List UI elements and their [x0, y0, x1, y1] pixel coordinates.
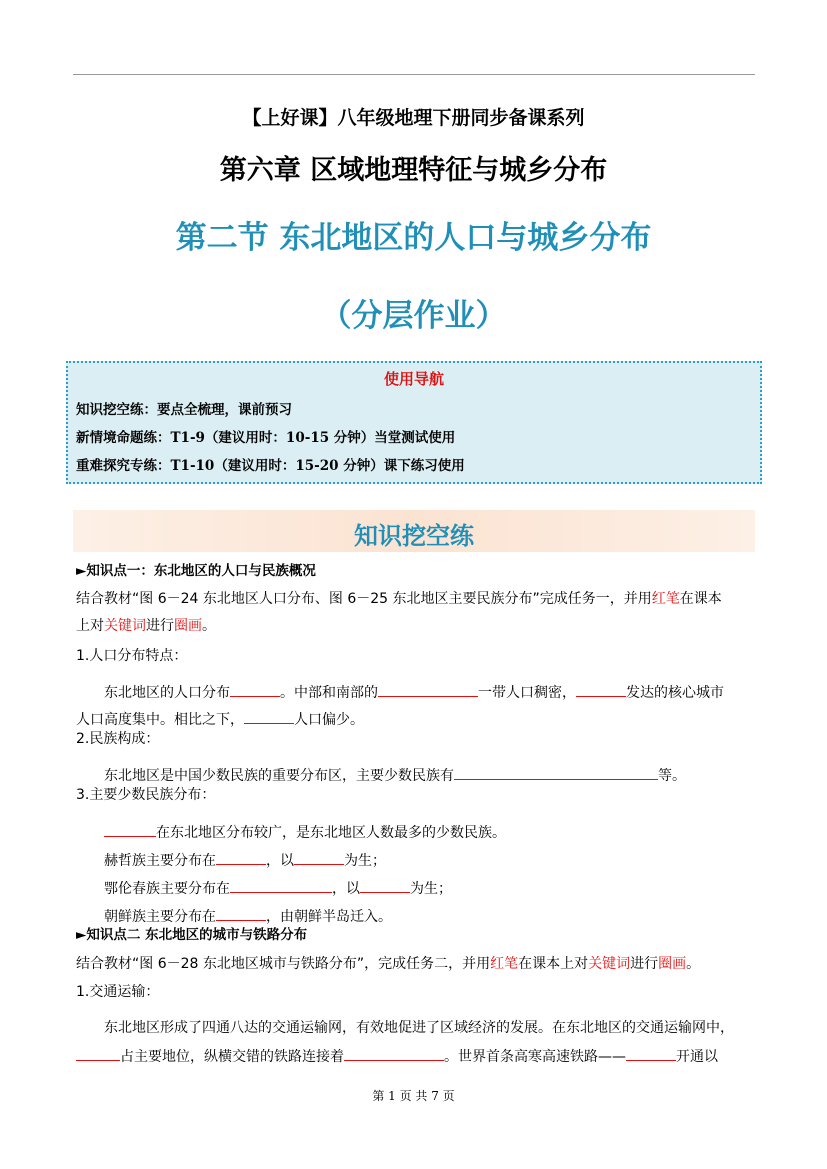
intro-text: 。 — [202, 618, 216, 634]
fill-blank-line — [76, 1046, 718, 1066]
fill-blank-line — [104, 765, 686, 785]
question-text: 占主要地位，纵横交错的铁路连接着 — [120, 1049, 344, 1065]
question-text: 开通以 — [676, 1049, 718, 1065]
keyword-text: 关键词 — [588, 956, 631, 972]
subtitle: （分层作业） — [320, 298, 507, 334]
knowledge-point-heading: ►知识点一：东北地区的人口与民族概况 — [76, 563, 316, 579]
question-text: ，以 — [266, 853, 294, 869]
chapter-title: 第六章 区域地理特征与城乡分布 — [219, 155, 608, 186]
question-text: 等。 — [658, 768, 686, 784]
intro-text: 进行 — [630, 956, 659, 972]
question-text: 赫哲族主要分布在 — [104, 853, 216, 869]
page-footer: 第 1 页 共 7 页 — [372, 1089, 455, 1103]
question-text: 为生； — [344, 853, 386, 869]
nav-line: 知识挖空练：要点全梳理，课前预习 — [76, 402, 292, 418]
intro-text: 进行 — [146, 618, 174, 634]
answer-blank[interactable] — [344, 1046, 444, 1061]
intro-text: 。 — [686, 956, 701, 972]
red-pen-text: 红笔 — [490, 956, 519, 972]
answer-blank[interactable] — [76, 1046, 120, 1061]
fill-blank-line — [76, 709, 364, 729]
answer-blank[interactable] — [230, 682, 280, 697]
question-text: 朝鲜族主要分布在 — [104, 909, 216, 925]
question-text: ，以 — [332, 881, 360, 897]
question-text: 东北地区是中国少数民族的重要分布区，主要少数民族有 — [104, 768, 454, 784]
question-text: 。中部和南部的 — [280, 685, 378, 701]
intro-text: 上对 — [76, 618, 104, 634]
answer-blank[interactable] — [216, 906, 266, 921]
series-title: 【上好课】八年级地理下册同步备课系列 — [242, 107, 585, 129]
circle-text: 圈画 — [174, 618, 202, 634]
section-banner — [73, 510, 755, 552]
answer-blank[interactable] — [230, 878, 332, 893]
banner-title: 知识挖空练 — [354, 522, 474, 550]
fill-blank-line — [104, 850, 386, 870]
fill-blank-line — [104, 906, 392, 926]
fill-blank-line — [104, 878, 452, 898]
answer-blank[interactable] — [104, 822, 156, 837]
fill-blank-line — [104, 822, 506, 842]
question-text: 人口偏少。 — [294, 712, 364, 728]
intro-text: 在课本上对 — [518, 956, 589, 972]
question-title: 1.交通运输： — [76, 984, 160, 1000]
header-rule — [73, 74, 755, 75]
answer-blank[interactable] — [294, 850, 344, 865]
section-title: 第二节 东北地区的人口与城乡分布 — [175, 220, 652, 256]
question-text: 人口高度集中。相比之下， — [76, 712, 244, 728]
knowledge-point-heading: ►知识点二 东北地区的城市与铁路分布 — [76, 927, 308, 943]
question-title: 3.主要少数民族分布： — [76, 787, 216, 803]
answer-blank[interactable] — [378, 682, 478, 697]
answer-blank[interactable] — [454, 765, 658, 780]
question-text: 。世界首条高寒高速铁路—— — [444, 1049, 626, 1065]
red-pen-text: 红笔 — [651, 591, 680, 607]
question-text: 一带人口稠密， — [478, 685, 576, 701]
usage-navigation-box — [66, 361, 762, 484]
intro-text: 在课本 — [679, 591, 722, 607]
task-intro-cont — [76, 617, 216, 635]
circle-text: 圈画 — [658, 956, 687, 972]
question-text: 鄂伦春族主要分布在 — [104, 881, 230, 897]
task-intro — [76, 590, 722, 608]
keyword-text: 关键词 — [104, 618, 146, 634]
nav-title: 使用导航 — [383, 370, 444, 388]
answer-blank[interactable] — [360, 878, 410, 893]
question-text: 在东北地区分布较广，是东北地区人数最多的少数民族。 — [156, 825, 506, 841]
answer-blank[interactable] — [626, 1046, 676, 1061]
answer-blank[interactable] — [244, 709, 294, 724]
answer-blank[interactable] — [216, 850, 266, 865]
nav-line: 新情境命题练：T1-9（建议用时：10-15 分钟）当堂测试使用 — [76, 430, 456, 446]
question-text: ，由朝鲜半岛迁入。 — [266, 909, 392, 925]
question-text: 东北地区的人口分布 — [104, 685, 230, 701]
fill-blank-line — [104, 682, 724, 702]
paragraph-line: 东北地区形成了四通八达的交通运输网，有效地促进了区域经济的发展。在东北地区的交通运输网中， — [104, 1020, 734, 1036]
question-text: 为生； — [410, 881, 452, 897]
intro-text: 结合教材“图 6－28 东北地区城市与铁路分布”，完成任务二，并用 — [76, 956, 491, 972]
answer-blank[interactable] — [576, 682, 626, 697]
intro-text: 结合教材“图 6－24 东北地区人口分布、图 6－25 东北地区主要民族分布”完成任务一，并用 — [76, 591, 652, 607]
question-title: 1.人口分布特点： — [76, 648, 188, 664]
question-text: 发达的核心城市 — [626, 685, 724, 701]
task-intro — [76, 955, 700, 973]
nav-line: 重难探究专练：T1-10（建议用时：15-20 分钟）课下练习使用 — [76, 458, 465, 474]
question-title: 2.民族构成： — [76, 731, 160, 747]
